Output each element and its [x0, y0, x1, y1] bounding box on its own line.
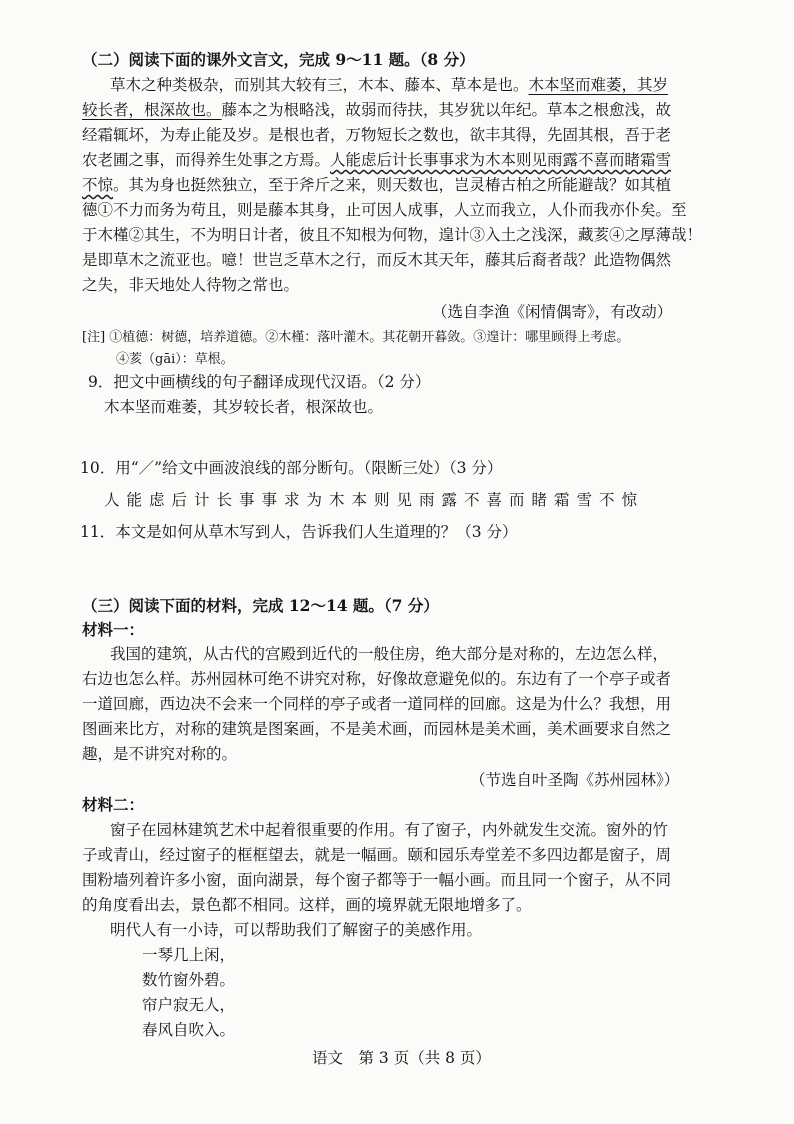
wavy-sentence: 不惊: [82, 176, 114, 194]
question-9-sentence: 木本坚而难萎，其岁较长者，根深故也。: [104, 398, 384, 416]
material-2-line-4: 的角度看出去，景色都不相同。这样，画的境界就无限地增多了。: [82, 896, 532, 914]
passage-line-7: 于木槿②其生，不为明日计者，彼且不知根为何物，遑计③入土之浅深，藏荄④之厚薄哉！: [82, 226, 703, 244]
question-10-prompt: 10．用“／”给文中画波浪线的部分断句。（限断三处）（3 分）: [80, 459, 503, 477]
material-1-line-5: 趣，是不讲究对称的。: [82, 745, 238, 763]
question-9-prompt: 9．把文中画横线的句子翻译成现代汉语。（2 分）: [88, 373, 431, 391]
passage-source: （选自李渔《闲情偶寄》，有改动）: [432, 303, 673, 321]
poem-line-4: 春风自吹入。: [142, 1021, 236, 1039]
passage-line-3: 经霜辄坏，为寿止能及岁。是根也者，万物短长之数也，欲丰其得，先固其根，吾于老: [82, 126, 672, 144]
passage-line-5: 不惊。其为身也挺然独立，至于斧斤之来，则天数也，岂灵椿古柏之所能避哉？如其植: [82, 176, 672, 194]
material-1-label: 材料一：: [82, 620, 145, 639]
poem-line-1: 一琴几上闲，: [142, 946, 236, 964]
material-1-line-1: 我国的建筑，从古代的宫殿到近代的一般住房，绝大部分是对称的，左边怎么样，: [110, 645, 669, 663]
material-1-line-2: 右边也怎么样。苏州园林可绝不讲究对称，好像故意避免似的。东边有了一个亭子或者: [82, 670, 672, 688]
page-footer: 语文 第 3 页（共 8 页）: [312, 1049, 491, 1067]
underlined-sentence: 木本坚而难萎，其岁: [528, 76, 669, 94]
poem-line-3: 帘户寂无人，: [142, 996, 236, 1014]
underlined-sentence: 较长者，根深故也。: [82, 101, 222, 119]
section2-heading: （二）阅读下面的课外文言文，完成 9～11 题。（8 分）: [82, 50, 475, 69]
wavy-sentence: 人能虑后计长事事求为木本则见雨露不喜而睹霜雪: [330, 151, 672, 169]
note-line-1: [注] ①植德：树德，培养道德。②木槿：落叶灌木。其花朝开暮敛。③遑计：哪里顾得上考虑。: [82, 330, 630, 345]
passage-line-1: 草木之种类极杂，而别其大较有三，木本、藤本、草本是也。木本坚而难萎，其岁: [110, 76, 669, 94]
material-2-line-1: 窗子在园林建筑艺术中起着很重要的作用。有了窗子，内外就发生交流。窗外的竹: [110, 821, 669, 839]
passage-line-6: 德①不力而务为苟且，则是藤本其身，止可因人成事，人立而我立，人仆而我亦仆矣。至: [82, 201, 687, 219]
note-line-2: ④荄（gāi）：草根。: [116, 352, 234, 367]
poem-line-2: 数竹窗外碧。: [142, 971, 236, 989]
material-1-source: （节选自叶圣陶《苏州园林》）: [470, 771, 680, 789]
material-1-line-3: 一道回廊，西边决不会来一个同样的亭子或者一道同样的回廊。这是为什么？我想，用: [82, 695, 672, 713]
question-10-sentence: 人能虑后计长事事求为木本则见雨露不喜而睹霜雪不惊: [104, 491, 645, 509]
passage-line-8: 是即草木之流亚也。噫！世岂乏草木之行，而反木其天年，藤其后裔者哉？此造物偶然: [82, 251, 672, 269]
passage-line-4: 农老圃之事，而得养生处事之方焉。人能虑后计长事事求为木本则见雨露不喜而睹霜雪: [82, 151, 672, 169]
question-11-prompt: 11．本文是如何从草木写到人，告诉我们人生道理的？（3 分）: [80, 523, 518, 541]
section3-heading: （三）阅读下面的材料，完成 12～14 题。（7 分）: [82, 596, 439, 615]
material-2-line-2: 子或青山，经过窗子的框框望去，就是一幅画。颐和园乐寿堂差不多四边都是窗子，周: [82, 846, 672, 864]
passage-line-9: 之失，非天地处人待物之常也。: [82, 276, 300, 294]
material-2-label: 材料二：: [82, 795, 145, 814]
material-2-line-3: 围粉墙列着许多小窗，面向湖景，每个窗子都等于一幅小画。而且同一个窗子，从不同: [82, 871, 672, 889]
material-1-line-4: 图画来比方，对称的建筑是图案画，不是美术画，而园林是美术画，美术画要求自然之: [82, 720, 672, 738]
material-2-line-5: 明代人有一小诗，可以帮助我们了解窗子的美感作用。: [110, 921, 483, 939]
passage-line-2: 较长者，根深故也。藤本之为根略浅，故弱而待扶，其岁犹以年纪。草本之根愈浅，故: [82, 101, 672, 119]
